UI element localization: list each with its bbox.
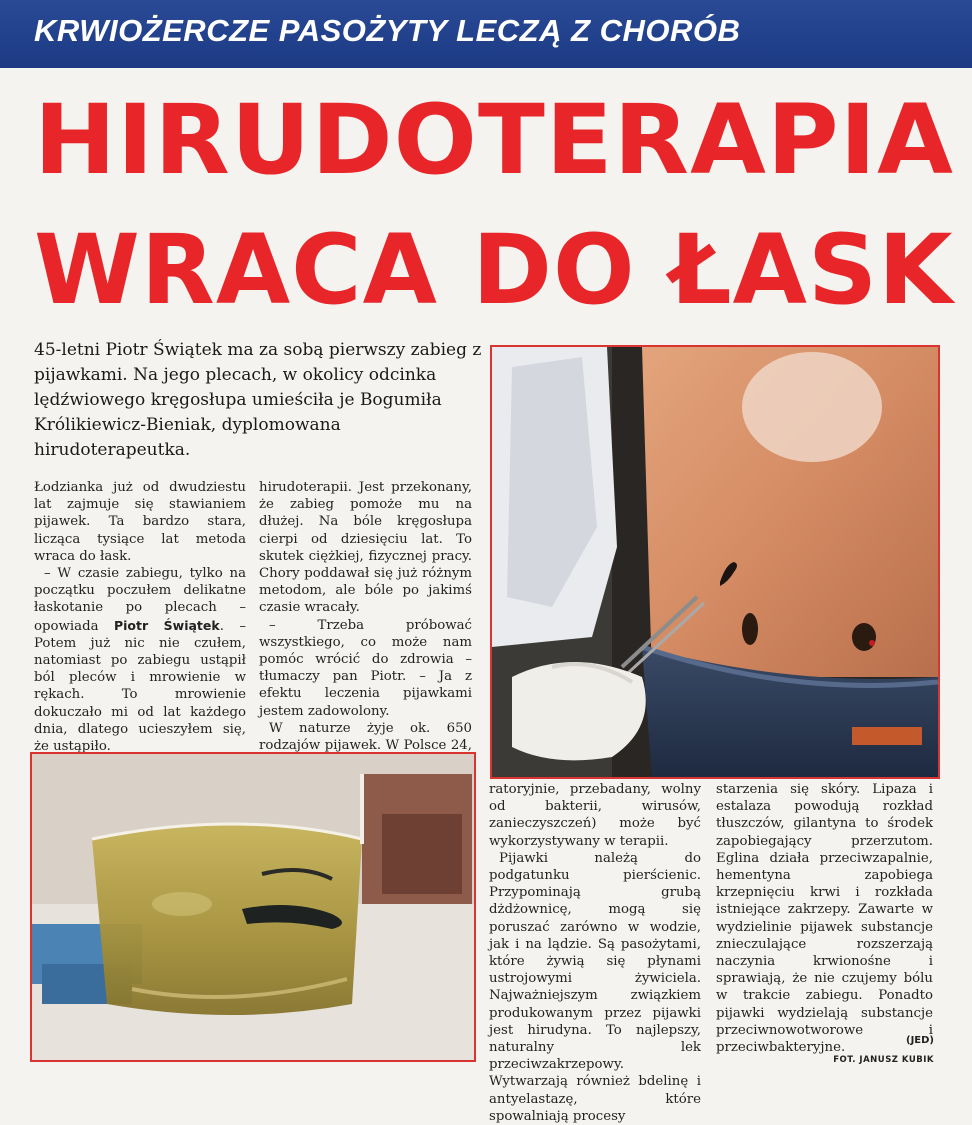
photo-credit: FOT. JANUSZ KUBIK — [833, 1055, 934, 1065]
headline-line-2: WRACA DO ŁASK — [34, 214, 954, 326]
headline-line-1: HIRUDOTERAPIA — [34, 84, 954, 196]
body-paragraph: Łodzianka już od dwudziestu lat zajmuje się stawianiem pijawek. Ta bardzo stara, licząca tysiące lat metoda wraca do łask. — [34, 480, 246, 564]
author-signature: (JED) — [906, 1035, 934, 1046]
article-column-3 — [489, 781, 701, 1125]
leech-jar-photo — [30, 752, 476, 1062]
article-column-2 — [259, 479, 472, 789]
body-paragraph: hirudoterapii. Jest przekonany, że zabieg pomoże mu na dłużej. Na bóle kręgosłupa cierpi od dziesięciu lat. To skutek ciężkiej, fizycznej pracy. Chory poddawał się już różnym metodom, ale bóle po jakimś czasie wracały. — [259, 480, 472, 616]
section-banner — [0, 0, 972, 68]
body-paragraph — [34, 565, 246, 755]
body-paragraph: ratoryjnie, przebadany, wolny od bakterii, wirusów, zanieczyszczeń) może być wykorzystywany w terapii. — [489, 782, 701, 849]
body-paragraph: starzenia się skóry. Lipaza i estalaza powodują rozkład tłuszczów, gilantyna to środek zapobiegający przerzutom. Eglina działa przeciwzapalnie, hementyna zapobiega krzepnięciu krwi i rozkłada istniejące zakrzepy. Zawarte w wydzielinie pijawek substancje znieczulające rozszerzają naczynia krwionośne i sprawiają, że nie czujemy bólu w trakcie zabiegu. Ponadto pijawki wydzielają substancje przeciwnowotworowe i przeciwbakteryjne. — [716, 782, 933, 1056]
lead-paragraph: 45-letni Piotr Świątek ma za sobą pierwszy zabieg z pijawkami. Na jego plecach, w okolicy odcinka lędźwiowego kręgosłupa umieściła je Bogumiła Królikiewicz-Bieniak, dyplomowana hirudoterapeutka. — [34, 340, 482, 460]
body-paragraph: W naturze żyje ok. 650 rodzajów pijawek. W Polsce 24, — [259, 720, 472, 754]
body-paragraph: Pijawki należą do podgatunku pierścienic. Przypominają grubą dżdżownicę, mogą się poruszać zarówno w wodzie, jak i na lądzie. Są pasożytami, które żywią się płynami ustrojowymi żywiciela. Najważniejszym związkiem produkowanym przez pijawki jest hirudyna. To najlepszy, naturalny lek przeciwzakrzepowy. Wytwarzają również bdelinę i antyelastazę, które spowalniają procesy — [489, 850, 701, 1124]
quote-text: . – Potem już nic nie czułem, natomiast po zabiegu ustąpił ból pleców i mrowienie w rękach. To mrowienie dokuczało mi od lat każdego dnia, dlatego ucieszyłem się, że ustąpiło. — [34, 618, 246, 755]
article-column-4 — [716, 781, 933, 1056]
speaker-name: Piotr Świątek — [113, 617, 220, 633]
body-paragraph: – Trzeba próbować wszystkiego, co może nam pomóc wrócić do zdrowia – tłumaczy pan Piotr. – Ja z efektu leczenia pijawkami jestem zadowolony. — [259, 617, 472, 719]
leech-treatment-photo — [490, 345, 940, 779]
banner-title: KRWIOŻERCZE PASOŻYTY LECZĄ Z CHORÓB — [34, 13, 741, 48]
quote-text: – W czasie zabiegu, tylko na początku poczułem delikatne łaskotanie po plecach – opowiada — [34, 566, 246, 634]
